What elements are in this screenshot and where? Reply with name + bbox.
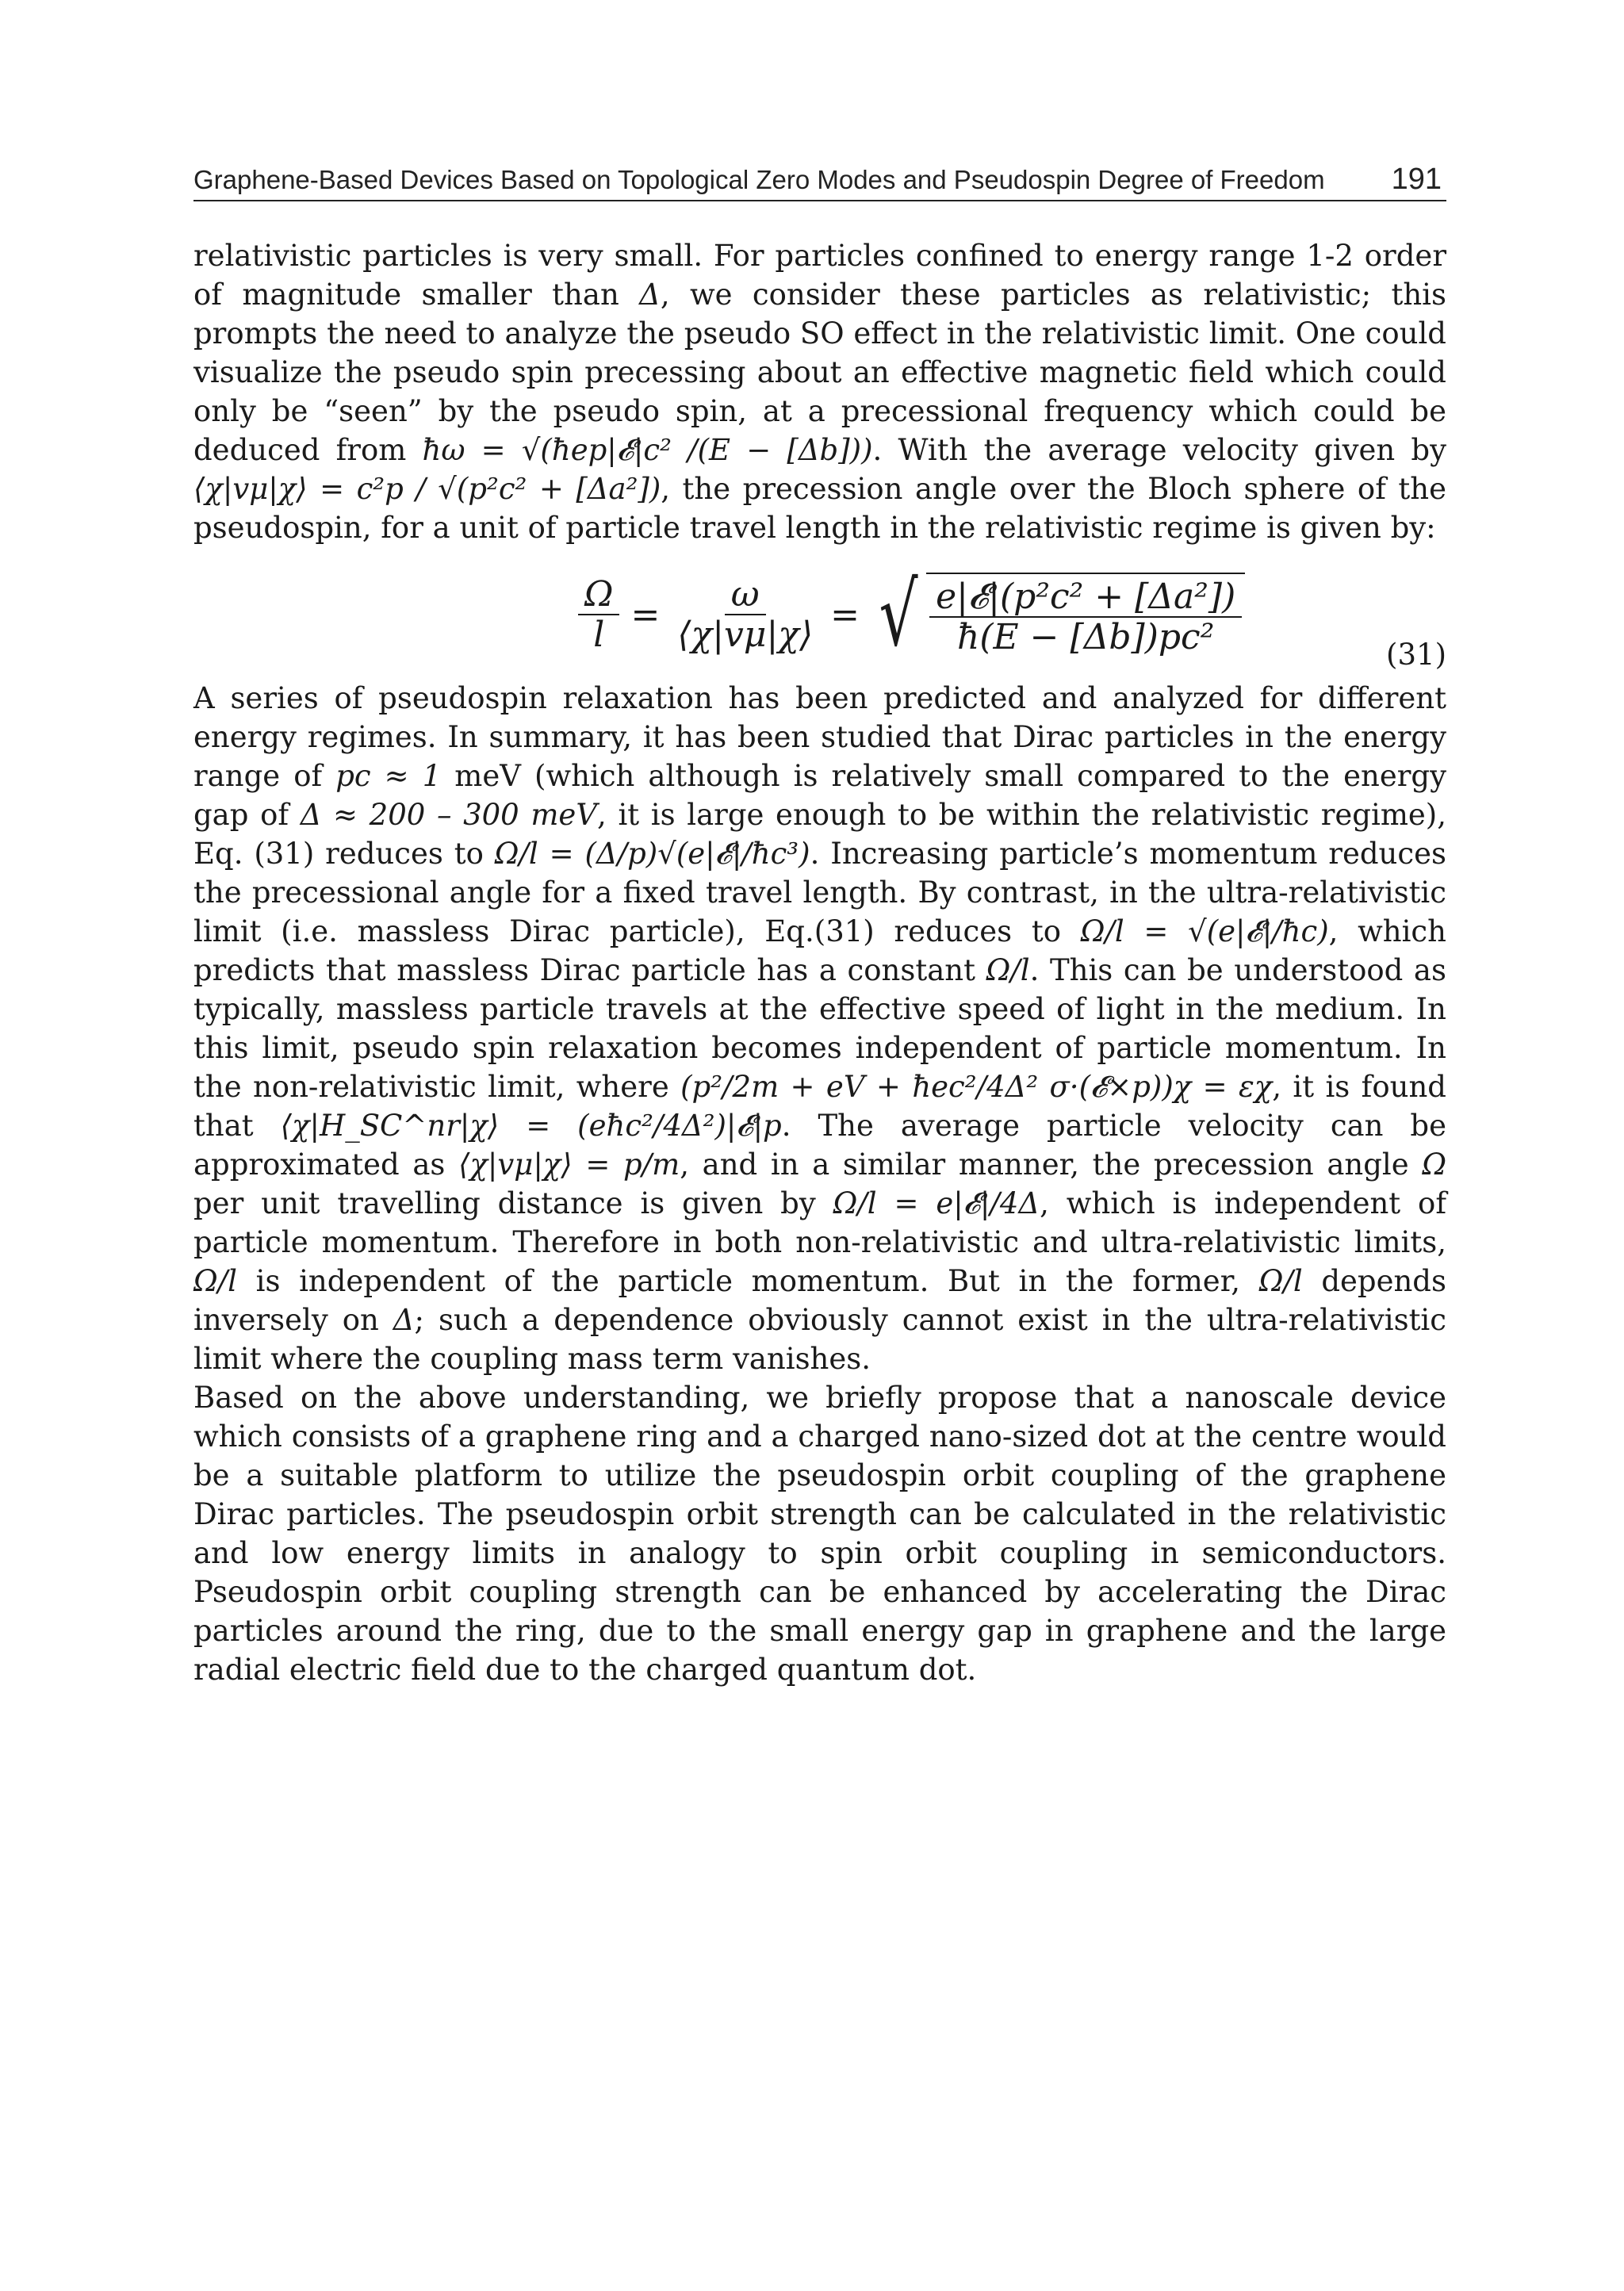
p2-omega-l-2: Ω/l: [193, 1264, 237, 1298]
eq31-sqrt: [871, 564, 1245, 665]
eq31-mid-denominator: ⟨χ|vμ|χ⟩: [677, 615, 814, 655]
eq31-rhs-denominator: ħ(E − [Δb])pc²: [956, 617, 1215, 657]
p2-text-a: A series of pseudospin relaxation has been predicted and analyzed for different energy regimes. In summary, it has been studied that Dirac particles in the energy range of: [193, 681, 1446, 793]
p2-text-l: is independent of the particle momentum. But in the former,: [236, 1264, 1259, 1298]
equation-31: [193, 555, 1446, 674]
paragraph-3: Based on the above understanding, we briefly propose that a nanoscale device which consists of a graphene ring and a charged nano-sized dot at the centre would be a suitable platform to utilize the pseudospin orbit coupling of the graphene Dirac particles. The pseudospin orbit strength can be calculated in the relativistic and low energy limits in analogy to spin orbit coupling in semiconductors. Pseudospin orbit coupling strength can be enhanced by accelerating the Dirac particles around the ring, due to the small energy gap in graphene and the large radial electric field due to the charged quantum dot.: [193, 1381, 1446, 1687]
eq31-mid-fraction: [671, 575, 819, 654]
p2-delta: Δ: [393, 1303, 415, 1337]
radical-sign-icon: √: [879, 564, 918, 665]
p2-formula-3: (p²/2m + eV + ħec²/4Δ² σ·(𝓔×p))χ = εχ: [680, 1070, 1273, 1104]
p1-text-c: . With the average velocity given by: [872, 433, 1447, 467]
eq31-rhs-fraction: [929, 577, 1242, 657]
p2-formula-6: Ω/l = e|𝓔|/4Δ: [833, 1186, 1040, 1220]
page-number: 191: [1391, 163, 1442, 196]
p2-pc: pc ≈ 1: [335, 759, 442, 793]
p2-text-k: , which is independent of particle momentum. Therefore in both non-relativistic and ultra-relativistic limits,: [193, 1186, 1447, 1259]
paragraph-2: [193, 679, 1446, 1378]
p2-text-f: . This can be understood as typically, massless particle travels at the effective speed of light in the medium. In this limit, pseudo spin relaxation becomes independent of particle momentum. In the non-relativistic limit, where: [193, 953, 1446, 1104]
p2-formula-1: Ω/l = (Δ/p)√(e|𝓔|/ħc³): [494, 837, 810, 871]
eq31-sqrt-contents: [926, 573, 1245, 657]
header-title: Graphene-Based Devices Based on Topological Zero Modes and Pseudospin Degree of Freedom: [193, 165, 1325, 194]
eq31-equals-2: =: [830, 594, 860, 635]
p2-text-i: , and in a similar manner, the precession angle: [680, 1147, 1423, 1182]
eq31-lhs-denominator: l: [593, 615, 605, 655]
p2-omega: Ω: [1422, 1147, 1446, 1182]
p2-formula-2: Ω/l = √(e|𝓔|/ħc): [1080, 914, 1329, 948]
p2-text-c: , it is large enough to be within the relativistic regime), Eq. (31) reduces to: [193, 798, 1447, 871]
eq31-lhs-fraction: [578, 575, 619, 654]
p1-text-a: relativistic particles is very small. For particles confined to energy range 1-2 order of magnitude smaller than: [193, 239, 1446, 312]
p1-text-b: , we consider these particles as relativistic; this prompts the need to analyze the pseudo SO effect in the relativistic limit. One could visualize the pseudo spin precessing about an effective magnetic field which could only be “seen” by the pseudo spin, at a precessional frequency which could be deduced from: [193, 278, 1446, 467]
p2-text-b: meV (which although is relatively small compared to the energy gap of: [193, 759, 1446, 832]
body-text: [193, 236, 1446, 1689]
p2-omega-l-3: Ω/l: [1258, 1264, 1303, 1298]
eq31-lhs-numerator: Ω: [578, 575, 619, 615]
eq31-mid-numerator: ω: [725, 575, 766, 615]
eq31-equals-1: =: [630, 594, 661, 635]
p2-text-h: . The average particle velocity can be approximated as: [193, 1109, 1447, 1182]
p1-text-d: , the precession angle over the Bloch sphere of the pseudospin, for a unit of particle travel length in the relativistic regime is given by:: [193, 472, 1446, 545]
equation-31-body: [578, 564, 1245, 665]
p1-formula-velocity: ⟨χ|vμ|χ⟩ = c²p / √(p²c² + [Δa²]): [193, 472, 661, 506]
p2-text-m: depends inversely on: [193, 1264, 1446, 1337]
p1-formula-omega: ħω = √(ħep|𝓔|c² /(E − [Δb])): [422, 433, 873, 467]
p2-text-e: , which predicts that massless Dirac particle has a constant: [193, 914, 1446, 987]
p2-text-g: , it is found that: [193, 1070, 1446, 1143]
p2-text-d: . Increasing particle’s momentum reduces the precessional angle for a fixed travel length. By contrast, in the ultra-relativistic limit (i.e. massless Dirac particle), Eq.(31) reduces to: [193, 837, 1446, 948]
p2-omega-l: Ω/l: [986, 953, 1030, 987]
paragraph-1: [193, 236, 1446, 547]
p2-formula-4: ⟨χ|H_SC^nr|χ⟩ = (eħc²/4Δ²)|𝓔|p: [280, 1109, 782, 1143]
equation-number: (31): [1386, 638, 1446, 672]
p1-delta-symbol: Δ: [639, 278, 661, 312]
p2-formula-5: ⟨χ|vμ|χ⟩ = p/m: [458, 1147, 680, 1182]
eq31-rhs-numerator: e|𝓔|(p²c² + [Δa²]): [929, 577, 1242, 618]
p2-gap: Δ ≈ 200 – 300 meV: [300, 798, 598, 832]
running-header: [193, 163, 1446, 201]
p2-text-n: ; such a dependence obviously cannot exist in the ultra-relativistic limit where the coupling mass term vanishes.: [193, 1303, 1446, 1376]
p2-text-j: per unit travelling distance is given by: [193, 1186, 833, 1220]
